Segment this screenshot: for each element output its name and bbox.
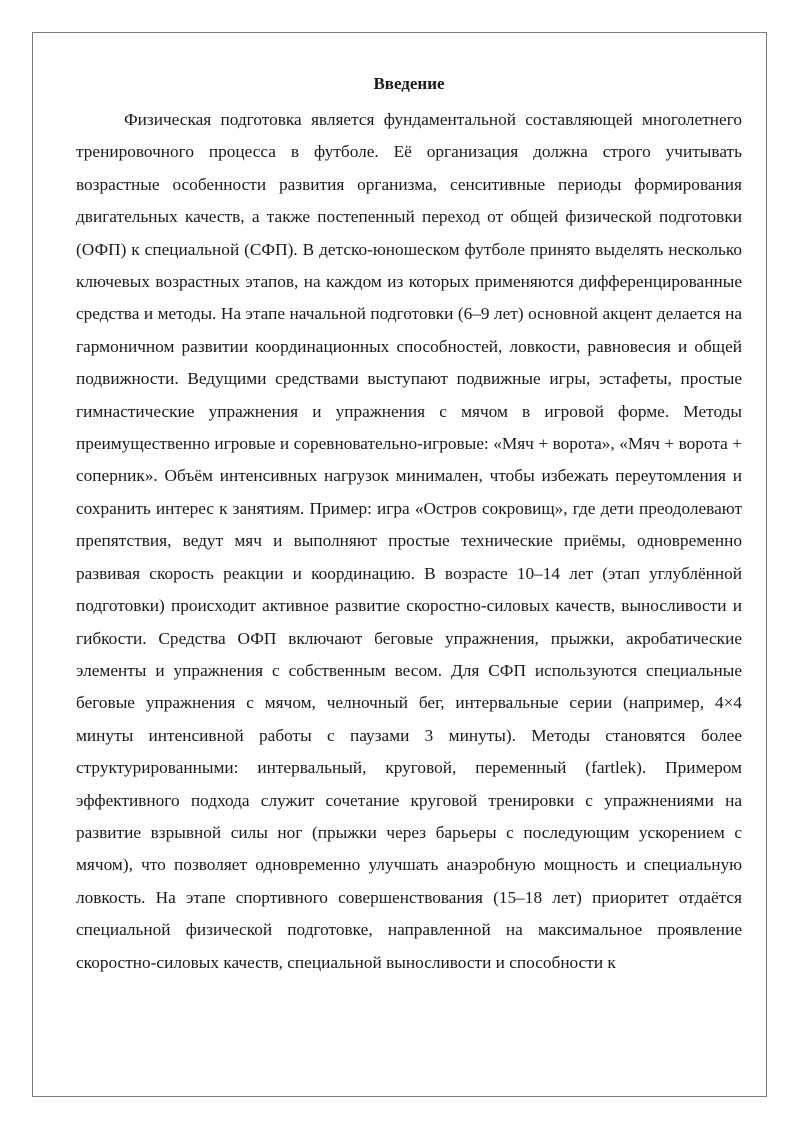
- body-paragraph: Физическая подготовка является фундаментальной составляющей многолетнего тренировочного процесса в футболе. Её организация должна строго учитывать возрастные особенности развития организма, сенситивные периоды формирования двигательных качеств, а также постепенный переход от общей физической подготовки (ОФП) к специальной (СФП). В детско-юношеском футболе принято выделять несколько ключевых возрастных этапов, на каждом из которых применяются дифференцированные средства и методы. На этапе начальной подготовки (6–9 лет) основной акцент делается на гармоничном развитии координационных способностей, ловкости, равновесия и общей подвижности. Ведущими средствами выступают подвижные игры, эстафеты, простые гимнастические упражнения и упражнения с мячом в игровой форме. Методы преимущественно игровые и соревновательно-игровые: «Мяч + ворота», «Мяч + ворота + соперник». Объём интенсивных нагрузок минимален, чтобы избежать переутомления и сохранить интерес к занятиям. Пример: игра «Остров сокровищ», где дети преодолевают препятствия, ведут мяч и выполняют простые технические приёмы, одновременно развивая скорость реакции и координацию. В возрасте 10–14 лет (этап углублённой подготовки) происходит активное развитие скоростно-силовых качеств, выносливости и гибкости. Средства ОФП включают беговые упражнения, прыжки, акробатические элементы и упражнения с собственным весом. Для СФП используются специальные беговые упражнения с мячом, челночный бег, интервальные серии (например, 4×4 минуты интенсивной работы с паузами 3 минуты). Методы становятся более структурированными: интервальный, круговой, переменный (fartlek). Примером эффективного подхода служит сочетание круговой тренировки с упражнениями на развитие взрывной силы ног (прыжки через барьеры с последующим ускорением с мячом), что позволяет одновременно улучшать анаэробную мощность и специальную ловкость. На этапе спортивного совершенствования (15–18 лет) приоритет отдаётся специальной физической подготовке, направленной на максимальное проявление скоростно-силовых качеств, специальной выносливости и способности к: [76, 110, 742, 972]
- document-title: Введение: [373, 74, 445, 93]
- document-content: [76, 72, 742, 979]
